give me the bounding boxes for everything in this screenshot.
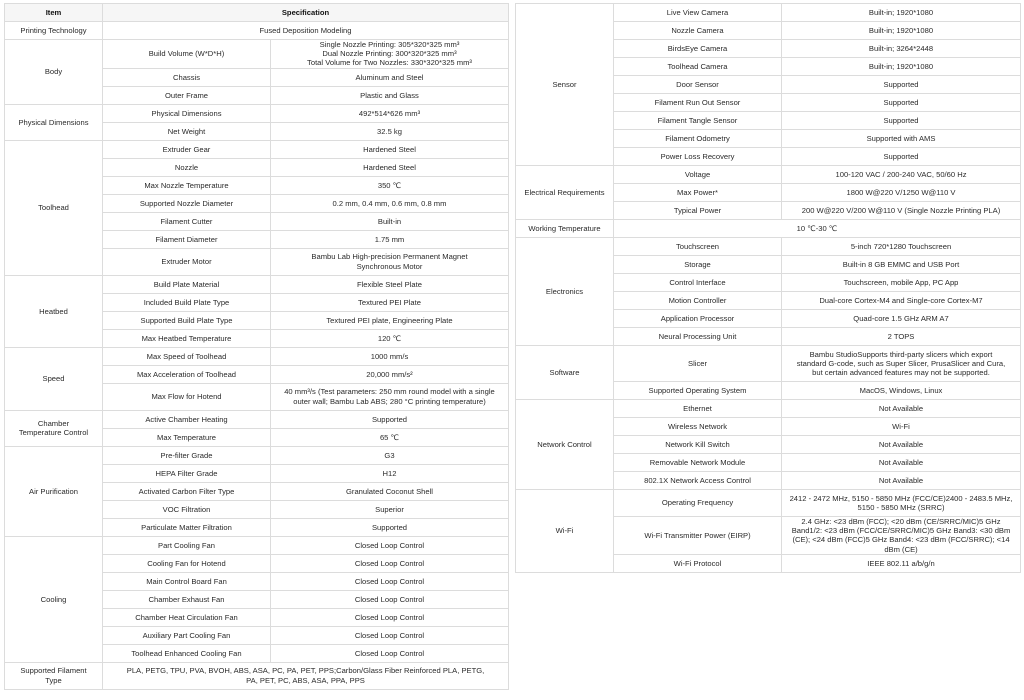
spec-name: Max Temperature [103,428,271,446]
item-column-header: Item [5,4,103,22]
spec-value: 200 W@220 V/200 W@110 V (Single Nozzle Printing PLA) [782,202,1021,220]
spec-name: Part Cooling Fan [103,536,271,554]
spec-name: Chamber Heat Circulation Fan [103,608,271,626]
spec-name: Main Control Board Fan [103,572,271,590]
spec-value: Bambu Lab High-precision Permanent Magnet Synchronous Motor [271,248,509,275]
spec-row-ethernet [516,400,1021,418]
spec-value: 350 ℃ [271,176,509,194]
category-label: Software [516,346,614,400]
spec-name: Active Chamber Heating [103,410,271,428]
specification-column-header: Specification [103,4,509,22]
spec-value: H12 [271,464,509,482]
spec-name: Storage [614,256,782,274]
category-label: Chamber Temperature Control [5,410,103,446]
spec-name: Application Processor [614,310,782,328]
spec-row-supported-filament-type [5,662,509,689]
spec-row-part-cooling-fan [5,536,509,554]
category-label: Body [5,40,103,105]
spec-value: Closed Loop Control [271,608,509,626]
spec-value: 32.5 kg [271,122,509,140]
spec-row-slicer [516,346,1021,382]
spec-value: Not Available [782,400,1021,418]
right-spec-table [515,3,1021,573]
spec-name: Motion Controller [614,292,782,310]
spec-name: Voltage [614,166,782,184]
spec-value: Flexible Steel Plate [271,275,509,293]
spec-value: Supported [782,148,1021,166]
spec-name: Live View Camera [614,4,782,22]
spec-name: Max Power* [614,184,782,202]
spec-name: Toolhead Enhanced Cooling Fan [103,644,271,662]
spec-name: Max Nozzle Temperature [103,176,271,194]
spec-value: Granulated Coconut Shell [271,482,509,500]
spec-value: Not Available [782,436,1021,454]
spec-value: Built-in; 1920*1080 [782,58,1021,76]
spec-name: Particulate Matter Filtration [103,518,271,536]
right-spec-table-panel [515,3,1021,573]
spec-name: Chassis [103,68,271,86]
spec-name: Toolhead Camera [614,58,782,76]
spec-value: Supported [782,112,1021,130]
spec-value: Wi-Fi [782,418,1021,436]
category-label: Air Purification [5,446,103,536]
spec-value: 20,000 mm/s² [271,365,509,383]
spec-name: Max Flow for Hotend [103,383,271,410]
category-label: Network Control [516,400,614,490]
table-header-row [5,4,509,22]
category-label: Supported Filament Type [5,662,103,689]
spec-row-operating-frequency [516,490,1021,517]
spec-row-printing-technology [5,22,509,40]
spec-value: Closed Loop Control [271,626,509,644]
spec-value: Closed Loop Control [271,554,509,572]
spec-value: Quad-core 1.5 GHz ARM A7 [782,310,1021,328]
spec-name: Wi-Fi Transmitter Power (EIRP) [614,517,782,555]
spec-value: Supported [271,518,509,536]
spec-name: Wi-Fi Protocol [614,554,782,572]
spec-value: Supported [271,410,509,428]
spec-value: Bambu StudioSupports third-party slicers which export standard G-code, such as Super Slicer, PrusaSlicer and Cura, but certain advanced features may not be supported. [782,346,1021,382]
category-label: Wi-Fi [516,490,614,573]
spec-value: 100-120 VAC / 200-240 VAC, 50/60 Hz [782,166,1021,184]
spec-name: Chamber Exhaust Fan [103,590,271,608]
spec-value: 2 TOPS [782,328,1021,346]
spec-name: Supported Nozzle Diameter [103,194,271,212]
category-label: Toolhead [5,140,103,275]
spec-value: Built-in [271,212,509,230]
spec-name: Network Kill Switch [614,436,782,454]
left-spec-table [4,3,509,690]
spec-value: 40 mm³/s (Test parameters: 250 mm round model with a single outer wall; Bambu Lab ABS; 280 °C printing temperature) [271,383,509,410]
spec-name: Pre-filter Grade [103,446,271,464]
spec-row-max-speed-of-toolhead [5,347,509,365]
spec-name: Auxiliary Part Cooling Fan [103,626,271,644]
spec-value: Built-in; 3264*2448 [782,40,1021,58]
spec-name: Supported Build Plate Type [103,311,271,329]
spec-value: Supported [782,94,1021,112]
spec-name: Build Volume (W*D*H) [103,40,271,69]
spec-value: Aluminum and Steel [271,68,509,86]
category-label: Electronics [516,238,614,346]
spec-name: Cooling Fan for Hotend [103,554,271,572]
spec-name: BirdsEye Camera [614,40,782,58]
spec-value: 1000 mm/s [271,347,509,365]
spec-value: Closed Loop Control [271,644,509,662]
spec-name: Door Sensor [614,76,782,94]
spec-name: Build Plate Material [103,275,271,293]
spec-value: Built-in 8 GB EMMC and USB Port [782,256,1021,274]
spec-row-voltage [516,166,1021,184]
spec-value: 5-inch 720*1280 Touchscreen [782,238,1021,256]
spec-name: Typical Power [614,202,782,220]
spec-value: 120 ℃ [271,329,509,347]
category-label: Cooling [5,536,103,662]
spec-row-touchscreen [516,238,1021,256]
left-spec-table-panel [4,3,509,690]
spec-value: Not Available [782,472,1021,490]
spec-value: Hardened Steel [271,158,509,176]
category-label: Working Temperature [516,220,614,238]
spec-name: Slicer [614,346,782,382]
spec-value: Closed Loop Control [271,572,509,590]
spec-name: Filament Tangle Sensor [614,112,782,130]
spec-row-build-plate-material [5,275,509,293]
spec-name: Touchscreen [614,238,782,256]
spec-name: Wireless Network [614,418,782,436]
spec-value: Textured PEI Plate [271,293,509,311]
spec-value: 492*514*626 mm³ [271,104,509,122]
spec-name: Supported Operating System [614,382,782,400]
spec-value: Built-in; 1920*1080 [782,22,1021,40]
spec-value: Built-in; 1920*1080 [782,4,1021,22]
spec-name: Operating Frequency [614,490,782,517]
spec-value: PLA, PETG, TPU, PVA, BVOH, ABS, ASA, PC, PA, PET, PPS;Carbon/Glass Fiber Reinforced PLA, PETG, PA, PET, PC, ABS, ASA, PPA, PPS [103,662,509,689]
spec-name: Power Loss Recovery [614,148,782,166]
spec-name: Removable Network Module [614,454,782,472]
spec-name: Outer Frame [103,86,271,104]
category-label: Heatbed [5,275,103,347]
spec-name: Extruder Gear [103,140,271,158]
spec-name: VOC Filtration [103,500,271,518]
category-label: Printing Technology [5,22,103,40]
spec-name: Extruder Motor [103,248,271,275]
spec-name: Filament Odometry [614,130,782,148]
spec-name: Physical Dimensions [103,104,271,122]
spec-value: MacOS, Windows, Linux [782,382,1021,400]
spec-value: Supported [782,76,1021,94]
spec-name: Ethernet [614,400,782,418]
spec-row-build-volume-w-d-h [5,40,509,69]
spec-value: 2412 - 2472 MHz, 5150 - 5850 MHz (FCC/CE)2400 - 2483.5 MHz, 5150 - 5850 MHz (SRRC) [782,490,1021,517]
spec-name: Filament Cutter [103,212,271,230]
spec-value: 2.4 GHz: <23 dBm (FCC); <20 dBm (CE/SRRC/MIC)5 GHz Band1/2: <23 dBm (FCC/CE/SRRC/MIC)5 GHz Band3: <30 dBm (CE); <24 dBm (FCC)5 GHz Band4: <23 dBm (FCC/SRRC); <14 dBm (CE) [782,517,1021,555]
category-label: Electrical Requirements [516,166,614,220]
spec-name: HEPA Filter Grade [103,464,271,482]
spec-value: Closed Loop Control [271,536,509,554]
spec-name: Net Weight [103,122,271,140]
spec-value: 1.75 mm [271,230,509,248]
spec-name: Activated Carbon Filter Type [103,482,271,500]
spec-value: 10 ℃-30 ℃ [614,220,1021,238]
spec-name: Filament Run Out Sensor [614,94,782,112]
spec-value: 65 ℃ [271,428,509,446]
spec-row-pre-filter-grade [5,446,509,464]
spec-value: Hardened Steel [271,140,509,158]
spec-value: Dual-core Cortex-M4 and Single-core Cortex-M7 [782,292,1021,310]
category-label: Sensor [516,4,614,166]
spec-value: 1800 W@220 V/1250 W@110 V [782,184,1021,202]
spec-name: Max Speed of Toolhead [103,347,271,365]
spec-value: Closed Loop Control [271,590,509,608]
spec-name: Max Heatbed Temperature [103,329,271,347]
category-label: Speed [5,347,103,410]
spec-name: Control Interface [614,274,782,292]
spec-value: IEEE 802.11 a/b/g/n [782,554,1021,572]
spec-value: 0.2 mm, 0.4 mm, 0.6 mm, 0.8 mm [271,194,509,212]
spec-value: Textured PEI plate, Engineering Plate [271,311,509,329]
spec-value: Plastic and Glass [271,86,509,104]
spec-value: G3 [271,446,509,464]
spec-name: Neural Processing Unit [614,328,782,346]
spec-row-physical-dimensions [5,104,509,122]
spec-row-extruder-gear [5,140,509,158]
spec-value: Supported with AMS [782,130,1021,148]
category-label: Physical Dimensions [5,104,103,140]
spec-value: Touchscreen, mobile App, PC App [782,274,1021,292]
spec-name: Nozzle [103,158,271,176]
spec-value: Not Available [782,454,1021,472]
spec-name: Max Acceleration of Toolhead [103,365,271,383]
spec-value: Single Nozzle Printing: 305*320*325 mm³ Dual Nozzle Printing: 300*320*325 mm³ Total Volume for Two Nozzles: 330*320*325 mm³ [271,40,509,69]
spec-row-working-temperature [516,220,1021,238]
spec-name: Filament Diameter [103,230,271,248]
spec-name: Included Build Plate Type [103,293,271,311]
spec-name: Nozzle Camera [614,22,782,40]
spec-name: 802.1X Network Access Control [614,472,782,490]
spec-value: Fused Deposition Modeling [103,22,509,40]
spec-row-active-chamber-heating [5,410,509,428]
spec-row-live-view-camera [516,4,1021,22]
spec-value: Superior [271,500,509,518]
